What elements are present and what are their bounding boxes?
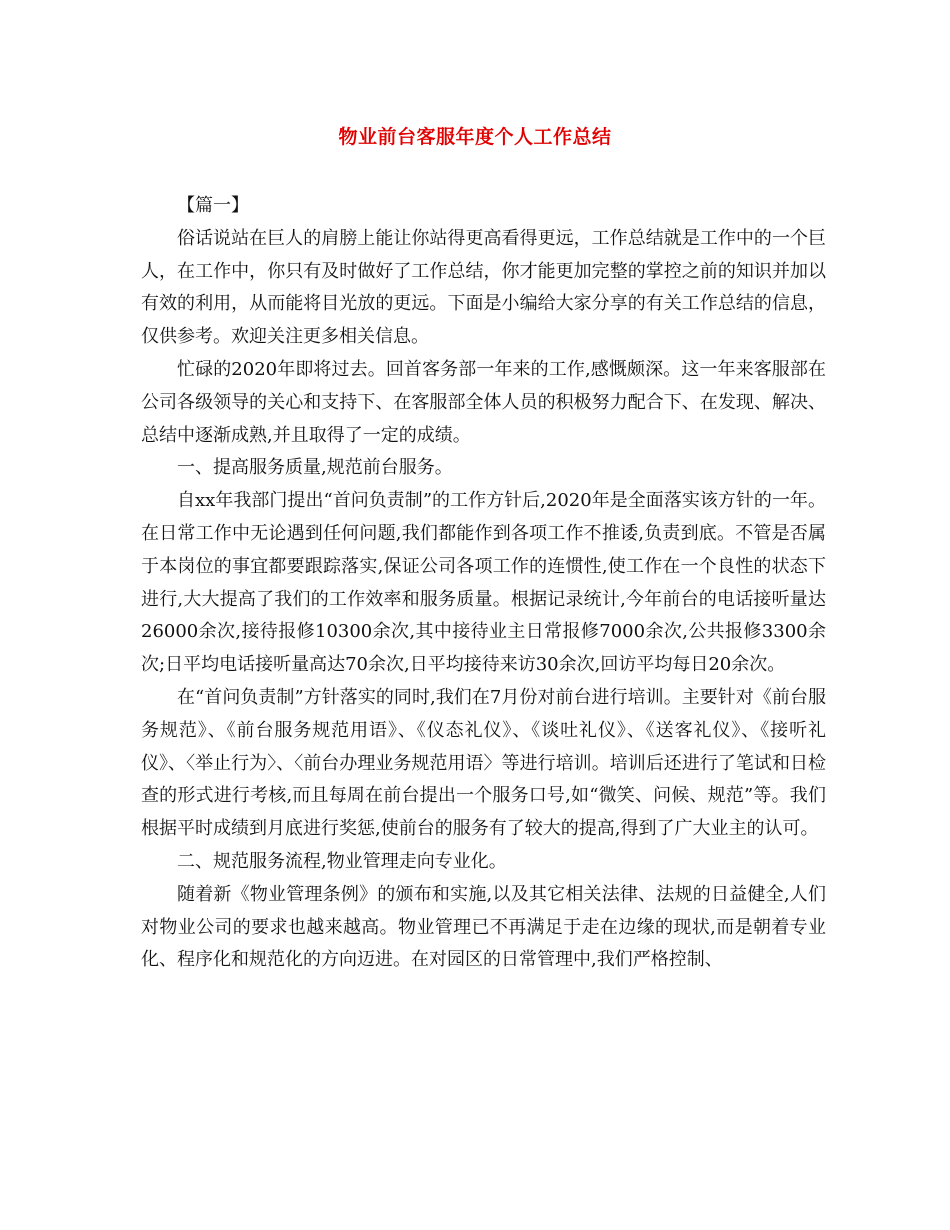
subsection-heading: 一、提高服务质量,规范前台服务。 xyxy=(177,457,453,479)
paragraph: 在“首问负责制”方针落实的同时,我们在7月份对前台进行培训。主要针对《前台服务规范》、《前台服务规范用语》、《仪态礼仪》、《谈吐礼仪》、《送客礼仪》、《接听礼仪》、〈举止行为〉、〈前台办理业务规范用语〉等进行培训。培训后还进行了笔试和日检查的形式进行考核,而且每周在前台提出一个服务口号,如“微笑、问候、规范”等。我们根据平时成绩到月底进行奖惩,使前台的服务有了较大的提高,得到了广大业主的认可。 xyxy=(141,686,826,840)
subsection-heading: 二、规范服务流程,物业管理走向专业化。 xyxy=(177,850,507,872)
paragraph: 忙碌的2020年即将过去。回首客务部一年来的工作,感慨颇深。这一年来客服部在公司各级领导的关心和支持下、在客服部全体人员的积极努力配合下、在发现、解决、总结中逐渐成熟,并且取得了一定的成绩。 xyxy=(141,358,826,446)
document-body xyxy=(141,190,826,977)
section-heading: 【篇一】 xyxy=(177,195,249,216)
paragraph: 随着新《物业管理条例》的颁布和实施,以及其它相关法律、法规的日益健全,人们对物业公司的要求也越来越高。物业管理已不再满足于走在边缘的现状,而是朝着专业化、程序化和规范化的方向迈进。在对园区的日常管理中,我们严格控制、 xyxy=(141,883,826,971)
document-title: 物业前台客服年度个人工作总结 xyxy=(338,126,612,148)
paragraph: 自xx年我部门提出“首问负责制”的工作方针后,2020年是全面落实该方针的一年。在日常工作中无论遇到任何问题,我们都能作到各项工作不推诿,负责到底。不管是否属于本岗位的事宜都要跟踪落实,保证公司各项工作的连惯性,使工作在一个良性的状态下进行,大大提高了我们的工作效率和服务质量。根据记录统计,今年前台的电话接听量达26000余次,接待报修10300余次,其中接待业主日常报修7000余次,公共报修3300余次;日平均电话接听量高达70余次,日平均接待来访30余次,回访平均每日20余次。 xyxy=(141,490,826,676)
paragraph: 俗话说站在巨人的肩膀上能让你站得更高看得更远，工作总结就是工作中的一个巨人，在工作中，你只有及时做好了工作总结，你才能更加完整的掌控之前的知识并加以有效的利用，从而能将目光放的更远。下面是小编给大家分享的有关工作总结的信息，仅供参考。欢迎关注更多相关信息。 xyxy=(141,227,826,348)
